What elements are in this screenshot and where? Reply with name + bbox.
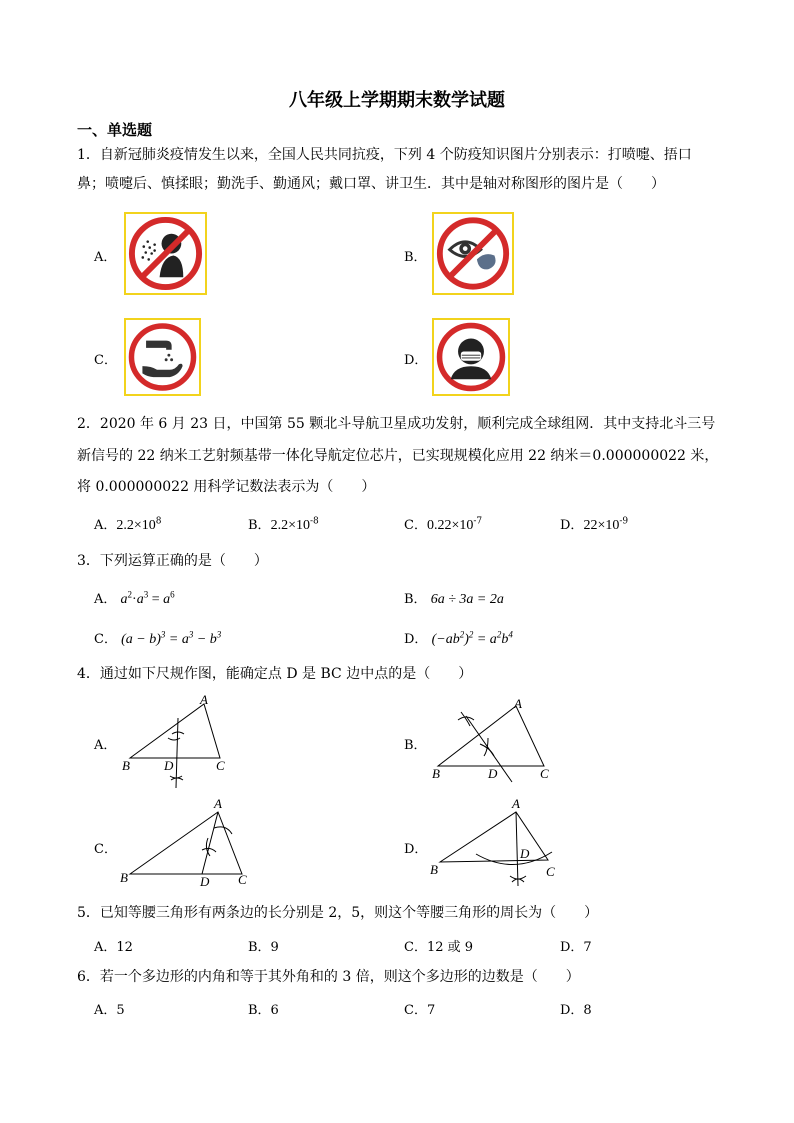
svg-text:A: A bbox=[200, 692, 208, 707]
q5-option-b: B．9 bbox=[248, 940, 279, 955]
q5-option-a: A．12 bbox=[94, 940, 133, 955]
q1-option-b-label: B． bbox=[404, 250, 427, 265]
q2-option-d: D．$22\times 10^{-9}$ bbox=[560, 516, 629, 533]
q1-option-a-label: A． bbox=[94, 250, 117, 265]
svg-text:A: A bbox=[214, 796, 222, 811]
svg-text:C: C bbox=[216, 758, 225, 773]
q2-text-line1: 2．2020 年 6 月 23 日，中国第 55 颗北斗导航卫星成功发射，顺利完成全球组网．其中支持北斗三号 bbox=[77, 416, 716, 432]
svg-text:B: B bbox=[122, 758, 130, 773]
svg-text:C: C bbox=[540, 766, 549, 781]
no-rub-eyes-icon bbox=[432, 212, 514, 295]
q3-option-a: A． $a^2\cdot a^3 = a^6$ bbox=[94, 589, 175, 607]
q5-option-c: C．12 或 9 bbox=[404, 940, 474, 955]
svg-text:B: B bbox=[120, 870, 128, 885]
no-sneeze-icon bbox=[124, 212, 207, 295]
q2-text-line3: 将 0.000000022 用科学记数法表示为（ ） bbox=[77, 479, 376, 495]
q6-text-line1: 6．若一个多边形的内角和等于其外角和的 3 倍，则这个多边形的边数是（ ） bbox=[77, 969, 580, 985]
svg-text:A: A bbox=[514, 696, 522, 711]
q4-option-c-label: C． bbox=[94, 842, 117, 857]
q6-option-b: B．6 bbox=[248, 1003, 279, 1018]
svg-text:D: D bbox=[520, 846, 530, 861]
q4-figure-d bbox=[426, 796, 566, 892]
q4-figure-b bbox=[428, 694, 558, 786]
q6-option-d: D．8 bbox=[560, 1003, 592, 1018]
q3-option-b: B． 6a ÷ 3a = 2a bbox=[404, 592, 504, 607]
q4-option-b-label: B． bbox=[404, 738, 427, 753]
q6-option-c: C．7 bbox=[404, 1003, 436, 1018]
svg-text:C: C bbox=[238, 872, 247, 887]
svg-text:C: C bbox=[546, 864, 555, 879]
q3-option-d: D． $(-ab^2)^2 = a^2b^4$ bbox=[404, 629, 513, 647]
wear-mask-icon bbox=[432, 318, 510, 396]
q3-option-c: C． $(a - b)^3 = a^3 - b^3$ bbox=[94, 629, 222, 647]
svg-text:D: D bbox=[200, 874, 210, 888]
q4-option-a-label: A． bbox=[94, 738, 117, 753]
q3-text-line1: 3．下列运算正确的是（ ） bbox=[77, 553, 268, 569]
q5-option-d: D．7 bbox=[560, 940, 592, 955]
q3-expr-b: 6a ÷ 3a = 2a bbox=[430, 592, 504, 607]
q6-option-a: A．5 bbox=[94, 1003, 125, 1018]
q2-option-c: C．$0.22\times 10^{-7}$ bbox=[404, 516, 483, 533]
q4-figure-c bbox=[118, 796, 254, 888]
wash-hands-icon bbox=[124, 318, 201, 396]
q1-text-line2: 鼻；喷嚏后、慎揉眼；勤洗手、勤通风；戴口罩、讲卫生．其中是轴对称图形的图片是（ ） bbox=[77, 176, 665, 192]
section-heading: 一、单选题 bbox=[77, 121, 153, 139]
q4-text-line1: 4．通过如下尺规作图，能确定点 D 是 BC 边中点的是（ ） bbox=[77, 666, 473, 682]
svg-text:D: D bbox=[164, 758, 174, 773]
q1-text-line1: 1．自新冠肺炎疫情发生以来，全国人民共同抗疫，下列 4 个防疫知识图片分别表示：打喷嚏、捂口 bbox=[77, 147, 692, 163]
q3-expr-c: $(a - b)^3 = a^3 - b^3$ bbox=[121, 629, 222, 647]
q1-option-d-label: D． bbox=[404, 353, 428, 368]
svg-text:B: B bbox=[430, 862, 438, 877]
q2-text-line2: 新信号的 22 纳米工艺射频基带一体化导航定位芯片，已实现规模化应用 22 纳米＝0.000000022 米， bbox=[77, 448, 719, 464]
q1-option-c-label: C． bbox=[94, 353, 117, 368]
svg-text:A: A bbox=[512, 796, 520, 811]
q2-option-b: B．$2.2\times 10^{-8}$ bbox=[248, 516, 319, 533]
svg-text:B: B bbox=[432, 766, 440, 781]
q4-option-d-label: D． bbox=[404, 842, 428, 857]
q5-text-line1: 5．已知等腰三角形有两条边的长分别是 2，5，则这个等腰三角形的周长为（ ） bbox=[77, 905, 599, 921]
page-title: 八年级上学期期末数学试题 bbox=[289, 90, 505, 111]
q2-option-a: A．$2.2\times 10^8$ bbox=[94, 516, 162, 533]
svg-text:D: D bbox=[488, 766, 498, 781]
q3-expr-a: $a^2\cdot a^3 = a^6$ bbox=[120, 589, 175, 607]
q3-expr-d: $(-ab^2)^2 = a^2b^4$ bbox=[431, 629, 513, 647]
q4-figure-a bbox=[118, 690, 236, 792]
